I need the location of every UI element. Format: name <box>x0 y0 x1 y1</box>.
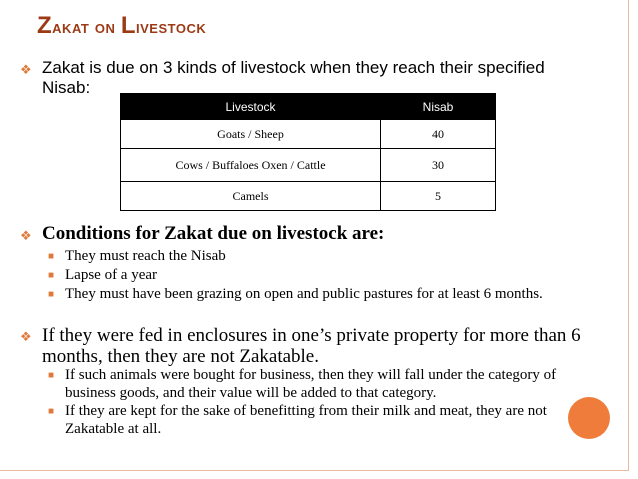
header-livestock: Livestock <box>121 94 381 120</box>
table-row <box>121 182 496 211</box>
bullet-icon: ❖ <box>20 329 32 344</box>
conditions-heading: Conditions for Zakat due on livestock are: <box>42 223 385 244</box>
enclosure-item: If such animals were bought for business, then they will fall under the category of business goods, and their value will be added to that category. <box>65 367 557 401</box>
slide-title: Zakat on Livestock <box>37 12 207 39</box>
table-row <box>121 149 496 182</box>
cell-livestock: Goats / Sheep <box>121 120 381 149</box>
enclosure-item: If they are kept for the sake of benefitting from their milk and meat, they are not Zakatable at all. <box>65 403 547 437</box>
sub-bullet-icon: ■ <box>48 406 55 417</box>
bullet-icon: ❖ <box>20 228 32 243</box>
table-row <box>121 120 496 149</box>
cell-nisab: 30 <box>381 149 496 182</box>
livestock-table <box>120 93 496 211</box>
intro-text: Zakat is due on 3 kinds of livestock when they reach their specified Nisab: <box>42 58 545 97</box>
condition-item: They must reach the Nisab <box>65 248 226 264</box>
sub-bullet-icon: ■ <box>48 270 55 281</box>
header-nisab: Nisab <box>381 94 496 120</box>
sub-bullet-icon: ■ <box>48 370 55 381</box>
cell-nisab: 40 <box>381 120 496 149</box>
enclosures-text: If they were fed in enclosures in one’s private property for more than 6 months, then they are not Zakatable. <box>42 325 581 367</box>
sub-bullet-icon: ■ <box>48 289 55 300</box>
table-header-row <box>121 94 496 120</box>
condition-item: Lapse of a year <box>65 267 158 283</box>
cell-livestock: Cows / Buffaloes Oxen / Cattle <box>121 149 381 182</box>
sub-bullet-icon: ■ <box>48 251 55 262</box>
cell-nisab: 5 <box>381 182 496 211</box>
cell-livestock: Camels <box>121 182 381 211</box>
bullet-icon: ❖ <box>20 62 32 77</box>
condition-item: They must have been grazing on open and public pastures for at least 6 months. <box>65 286 543 302</box>
